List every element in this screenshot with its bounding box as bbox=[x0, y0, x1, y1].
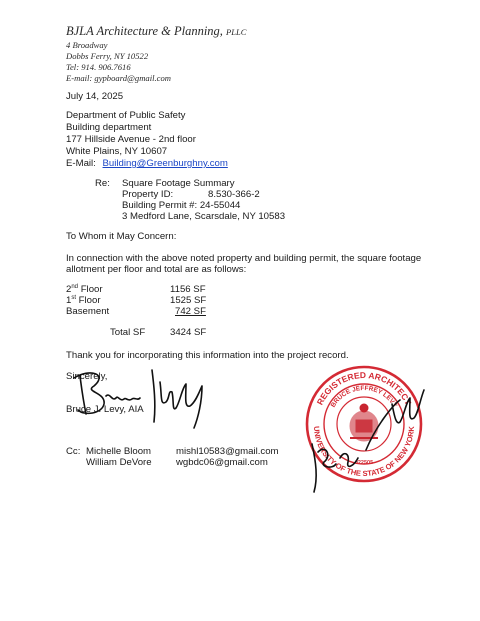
floor-value-basement: 742 SF bbox=[175, 306, 206, 317]
floor-label-basement: Basement bbox=[66, 306, 110, 317]
total-value: 3424 SF bbox=[170, 327, 207, 338]
paragraph-line1: In connection with the above noted property and building permit, the square footage bbox=[66, 253, 422, 264]
floor-label-1st: 1st Floor bbox=[66, 294, 101, 306]
re-permit: Building Permit #: 24-55044 bbox=[122, 200, 241, 211]
recipient-email-link[interactable]: Building@Greenburghny.com bbox=[102, 158, 228, 169]
salutation: To Whom it May Concern: bbox=[66, 231, 177, 242]
svg-text:REGISTERED ARCHITECT: REGISTERED ARCHITECT bbox=[314, 369, 414, 407]
signer-name: Bruce J. Levy, AIA bbox=[66, 404, 144, 415]
re-address: 3 Medford Lane, Scarsdale, NY 10583 bbox=[122, 211, 286, 222]
recipient-line2: Building department bbox=[66, 122, 152, 133]
cc-email-2: wgbdc06@gmail.com bbox=[176, 457, 268, 468]
seal-overlay-signature bbox=[296, 370, 436, 500]
re-subject: Square Footage Summary bbox=[122, 178, 235, 189]
recipient-line3: 177 Hillside Avenue - 2nd floor bbox=[66, 134, 196, 145]
recipient-email-row bbox=[66, 158, 228, 170]
floor-label-2nd: 2nd Floor bbox=[66, 283, 103, 295]
recipient-line1: Department of Public Safety bbox=[66, 110, 186, 121]
thanks-line: Thank you for incorporating this information into the project record. bbox=[66, 350, 349, 361]
floor-value-1st: 1525 SF bbox=[170, 295, 207, 306]
svg-text:UNIVERSITY OF THE STATE OF NEW: UNIVERSITY OF THE STATE OF NEW YORK bbox=[311, 425, 417, 479]
handwritten-signature bbox=[60, 362, 230, 432]
cc-email-1: mishl10583@gmail.com bbox=[176, 446, 279, 457]
re-label: Re: bbox=[95, 178, 110, 189]
floor-value-2nd: 1156 SF bbox=[170, 284, 206, 295]
firm-address-line1: 4 Broadway bbox=[66, 40, 108, 50]
cc-name-1: Michelle Bloom bbox=[86, 446, 152, 457]
total-label: Total SF bbox=[110, 327, 146, 338]
cc-label: Cc: bbox=[66, 446, 81, 457]
re-property-label: Property ID: bbox=[122, 189, 174, 200]
letter-date: July 14, 2025 bbox=[66, 91, 124, 102]
firm-address-line2: Dobbs Ferry, NY 10522 bbox=[66, 51, 149, 61]
re-property-value: 8.530-366-2 bbox=[208, 189, 260, 200]
cc-name-2: William DeVore bbox=[86, 457, 152, 468]
firm-tel: Tel: 914. 906.7616 bbox=[66, 62, 131, 72]
svg-text:022505: 022505 bbox=[354, 460, 374, 466]
firm-name: BJLA Architecture & Planning, PLLC bbox=[66, 24, 247, 38]
recipient-line4: White Plains, NY 10607 bbox=[66, 146, 168, 157]
paragraph-line2: allotment per floor and total are as follows: bbox=[66, 264, 247, 275]
firm-email: E-mail: gypboard@gmail.com bbox=[66, 73, 171, 83]
svg-text:BRUCE JEFFREY LEVY: BRUCE JEFFREY LEVY bbox=[329, 384, 399, 409]
closing: Sincerely, bbox=[66, 371, 108, 382]
recipient-email-label: E-Mail: bbox=[66, 158, 96, 169]
